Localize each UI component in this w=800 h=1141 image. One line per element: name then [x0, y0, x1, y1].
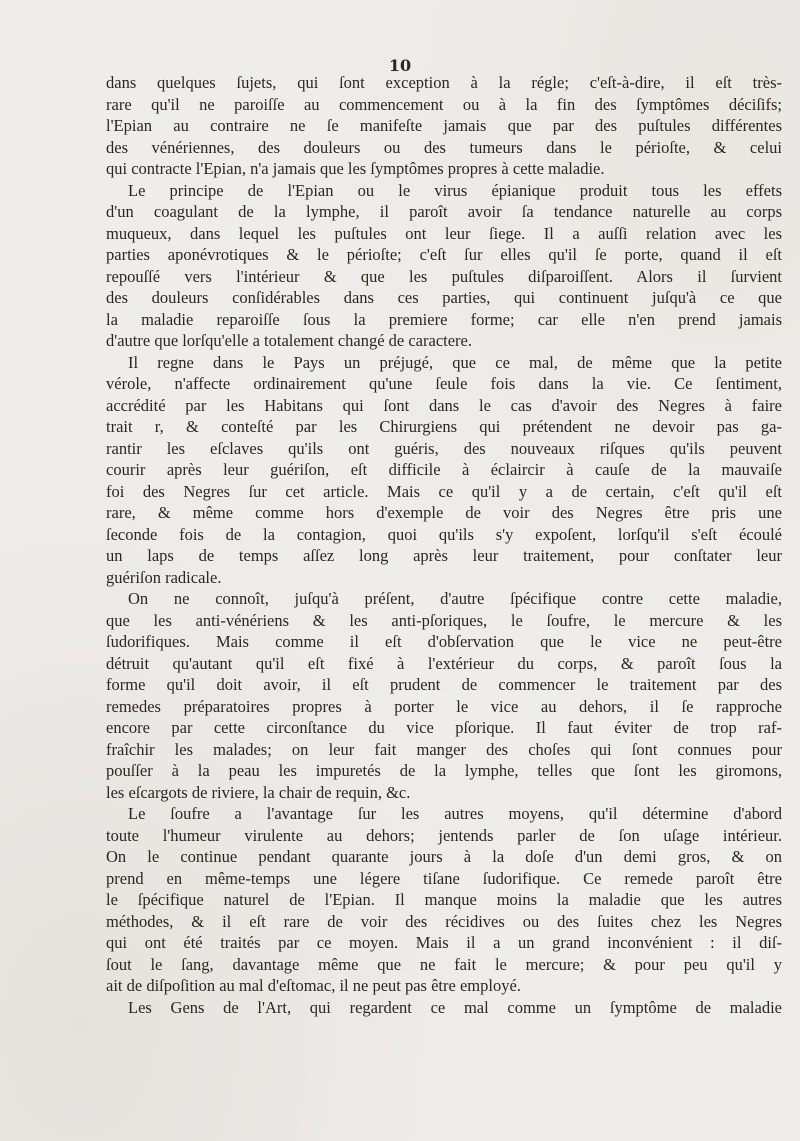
text-line: accrédité par les Habitans qui ſont dans le cas d'avoir des Negres à faire — [106, 395, 782, 415]
text-line: que les anti-vénériens & les anti-pſoriques, le ſoufre, le mercure & les — [106, 610, 782, 630]
text-line: forme qu'il doit avoir, il eſt prudent de commencer le traitement par des — [106, 675, 782, 694]
text-line: rare qu'il ne paroiſſe au commencement ou à la fin des ſymptômes déciſifs; — [106, 94, 782, 114]
text-line: l'Epian au contraire ne ſe manifeſte jamais que par des puſtules différentes — [106, 116, 782, 135]
text-line: qui contracte l'Epian, n'a jamais que les ſymptômes propres à cette maladie. — [106, 159, 605, 178]
text-line: vérole, n'affecte ordinairement qu'une ſeule fois dans la vie. Ce ſentiment, — [106, 374, 782, 393]
page-number: 10 — [388, 56, 412, 75]
text-line: On le continue pendant quarante jours à la doſe d'un demi gros, & on — [106, 847, 782, 866]
text-line: rantir les eſclaves qu'ils ont guéris, des nouveaux riſques qu'ils peuvent — [106, 438, 782, 458]
text-line: d'autre que lorſqu'elle a totalement changé de caractere. — [106, 331, 472, 350]
text-line: ſudorifiques. Mais comme il eſt d'obſervation que le vice ne peut-être — [106, 632, 782, 651]
text-line: toute l'humeur virulente au dehors; jentends parler de ſon uſage intérieur. — [106, 825, 782, 845]
text-line: des vénériennes, des douleurs ou des tumeurs dans le périoſte, & celui — [106, 137, 782, 157]
text-line: Le principe de l'Epian ou le virus épianique produit tous les effets — [128, 180, 782, 200]
text-line: remedes préparatoires propres à porter le vice au dehors, il ſe rapproche — [106, 696, 782, 716]
text-line: repouſſé vers l'intérieur & que les puſtules diſparoiſſent. Alors il ſurvient — [106, 266, 782, 286]
text-line: méthodes, & il eſt rare de voir des récidives ou des ſuites chez les Negres — [106, 911, 782, 931]
text-line: foi des Negres ſur cet article. Mais ce qu'il y a de certain, c'eſt qu'il eſt — [106, 481, 782, 501]
text-line: Il regne dans le Pays un préjugé, que ce mal, de même que la petite — [128, 352, 782, 372]
body-text — [106, 72, 782, 1018]
text-line: ſeconde fois de la contagion, quoi qu'ils s'y expoſent, lorſqu'il s'eſt écoulé — [106, 524, 782, 544]
text-line: On ne connoît, juſqu'à préſent, d'autre ſpécifique contre cette maladie, — [128, 589, 782, 608]
text-line: la maladie reparoiſſe ſous la premiere forme; car elle n'en prend jamais — [106, 309, 782, 329]
text-line: le ſpécifique naturel de l'Epian. Il manque moins la maladie que les autres — [106, 890, 782, 909]
text-line: des douleurs conſidérables dans ces parties, qui continuent juſqu'à ce que — [106, 288, 782, 307]
text-line: détruit qu'autant qu'il eſt fixé à l'extérieur du corps, & paroît ſous la — [106, 653, 782, 673]
text-line: guériſon radicale. — [106, 567, 222, 587]
text-line: muqueux, dans lequel les puſtules ont leur ſiege. Il a auſſi relation avec les — [106, 223, 782, 243]
text-line: parties aponévrotiques & le périoſte; c'eſt ſur elles qu'il ſe porte, quand il eſt — [106, 245, 782, 264]
text-line: ait de diſpoſition au mal d'eſtomac, il ne peut pas être employé. — [106, 976, 521, 995]
text-line: fraîchir les malades; on leur fait manger des choſes qui ſont connues pour — [106, 739, 782, 759]
text-line: Les Gens de l'Art, qui regardent ce mal comme un ſymptôme de maladie — [128, 997, 782, 1017]
text-line: pouſſer à la peau les impuretés de la lymphe, telles que ſont les giromons, — [106, 761, 782, 780]
text-line: Le ſoufre a l'avantage ſur les autres moyens, qu'il détermine d'abord — [128, 804, 782, 823]
text-line: un laps de temps aſſez long après leur traitement, pour conſtater leur — [106, 546, 782, 565]
text-line: d'un coagulant de la lymphe, il paroît avoir ſa tendance naturelle au corps — [106, 202, 782, 221]
text-line: dans quelques ſujets, qui ſont exception à la régle; c'eſt-à-dire, il eſt très- — [106, 73, 782, 92]
text-line: encore par cette circonſtance du vice pſorique. Il faut éviter de trop raf- — [106, 718, 782, 737]
text-line: ſout le ſang, davantage même que ne fait le mercure; & pour peu qu'il y — [106, 954, 782, 974]
text-line: trait r, & conteſté par les Chirurgiens qui prétendent ne devoir pas ga- — [106, 417, 782, 436]
text-line: courir après leur guériſon, eſt difficile à éclaircir à cauſe de la mauvaiſe — [106, 460, 782, 479]
text-line: prend en même-temps une légere tiſane ſudorifique. Ce remede paroît être — [106, 868, 782, 888]
text-line: rare, & même comme hors d'exemple de voir des Negres être pris une — [106, 503, 782, 522]
text-line: qui ont été traités par ce moyen. Mais il a un grand inconvénient : il diſ- — [106, 933, 782, 952]
text-line: les eſcargots de riviere, la chair de requin, &c. — [106, 782, 411, 802]
